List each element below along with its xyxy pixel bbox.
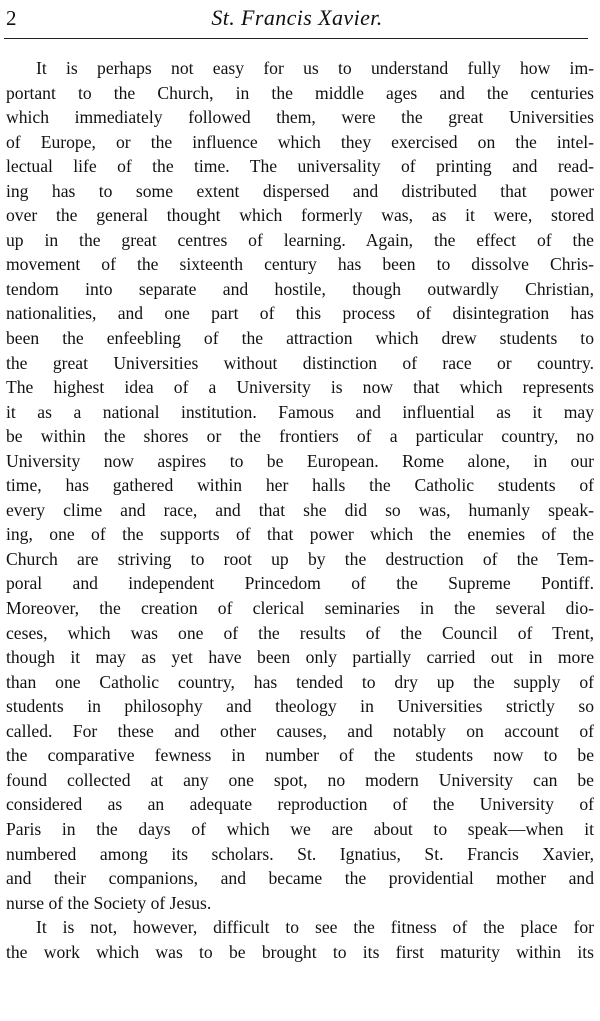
text-line: and their companions, and became the providential mother and — [6, 868, 594, 889]
text-line: ing has to some extent dispersed and distributed that power — [6, 180, 594, 201]
text-line: lectual life of the time. The universality of printing and read- — [6, 156, 594, 177]
text-line: the work which was to be brought to its first maturity within its — [6, 941, 594, 962]
text-line: portant to the Church, in the middle ages and the centuries — [6, 82, 594, 103]
text-line: considered as an adequate reproduction of the University of — [6, 794, 594, 815]
page-header — [6, 4, 588, 38]
body-text — [6, 56, 594, 964]
text-line: tendom into separate and hostile, though outwardly Christian, — [6, 278, 594, 299]
paragraph-1 — [6, 56, 594, 915]
text-line: ing, one of the supports of that power which the enemies of the — [6, 524, 594, 545]
page-number: 2 — [6, 6, 17, 30]
text-line: every clime and race, and that she did so was, humanly speak- — [6, 499, 594, 520]
text-line: It is not, however, difficult to see the fitness of the place for — [36, 917, 594, 938]
text-line: up in the great centres of learning. Again, the effect of the — [6, 229, 594, 250]
text-line: ceses, which was one of the results of the Council of Trent, — [6, 622, 594, 643]
text-line: though it may as yet have been only partially carried out in more — [6, 647, 594, 668]
header-rule — [4, 38, 588, 39]
text-line: nationalities, and one part of this process of disintegration has — [6, 303, 594, 324]
text-line: students in philosophy and theology in Universities strictly so — [6, 696, 594, 717]
text-line: it as a national institution. Famous and influential as it may — [6, 401, 594, 422]
text-line: University now aspires to be European. Rome alone, in our — [6, 450, 594, 471]
paragraph-2 — [6, 915, 594, 964]
text-line: over the general thought which formerly was, as it were, stored — [6, 205, 594, 226]
text-line: The highest idea of a University is now that which represents — [6, 377, 594, 398]
text-line: time, has gathered within her halls the Catholic students of — [6, 475, 594, 496]
text-line: movement of the sixteenth century has been to dissolve Chris- — [6, 254, 594, 275]
text-line: called. For these and other causes, and notably on account of — [6, 720, 594, 741]
text-line: Paris in the days of which we are about to speak—when it — [6, 818, 594, 839]
text-line: of Europe, or the influence which they exercised on the intel- — [6, 131, 594, 152]
text-line: which immediately followed them, were the great Universities — [6, 107, 594, 128]
text-line: numbered among its scholars. St. Ignatius, St. Francis Xavier, — [6, 843, 594, 864]
text-line: poral and independent Princedom of the Supreme Pontiff. — [6, 573, 594, 594]
text-line: It is perhaps not easy for us to understand fully how im- — [36, 58, 594, 78]
text-line: Moreover, the creation of clerical seminaries in the several dio- — [6, 598, 594, 619]
text-line: nurse of the Society of Jesus. — [6, 892, 212, 913]
text-line: than one Catholic country, has tended to dry up the supply of — [6, 671, 594, 692]
text-line: be within the shores or the frontiers of a particular country, no — [6, 426, 594, 447]
text-line: been the enfeebling of the attraction which drew students to — [6, 328, 594, 349]
text-line: the great Universities without distinction of race or country. — [6, 352, 594, 373]
text-line: Church are striving to root up by the destruction of the Tem- — [6, 548, 594, 569]
running-title: St. Francis Xavier. — [211, 5, 383, 30]
text-line: the comparative fewness in number of the students now to be — [6, 745, 594, 766]
text-line: found collected at any one spot, no modern University can be — [6, 769, 594, 790]
